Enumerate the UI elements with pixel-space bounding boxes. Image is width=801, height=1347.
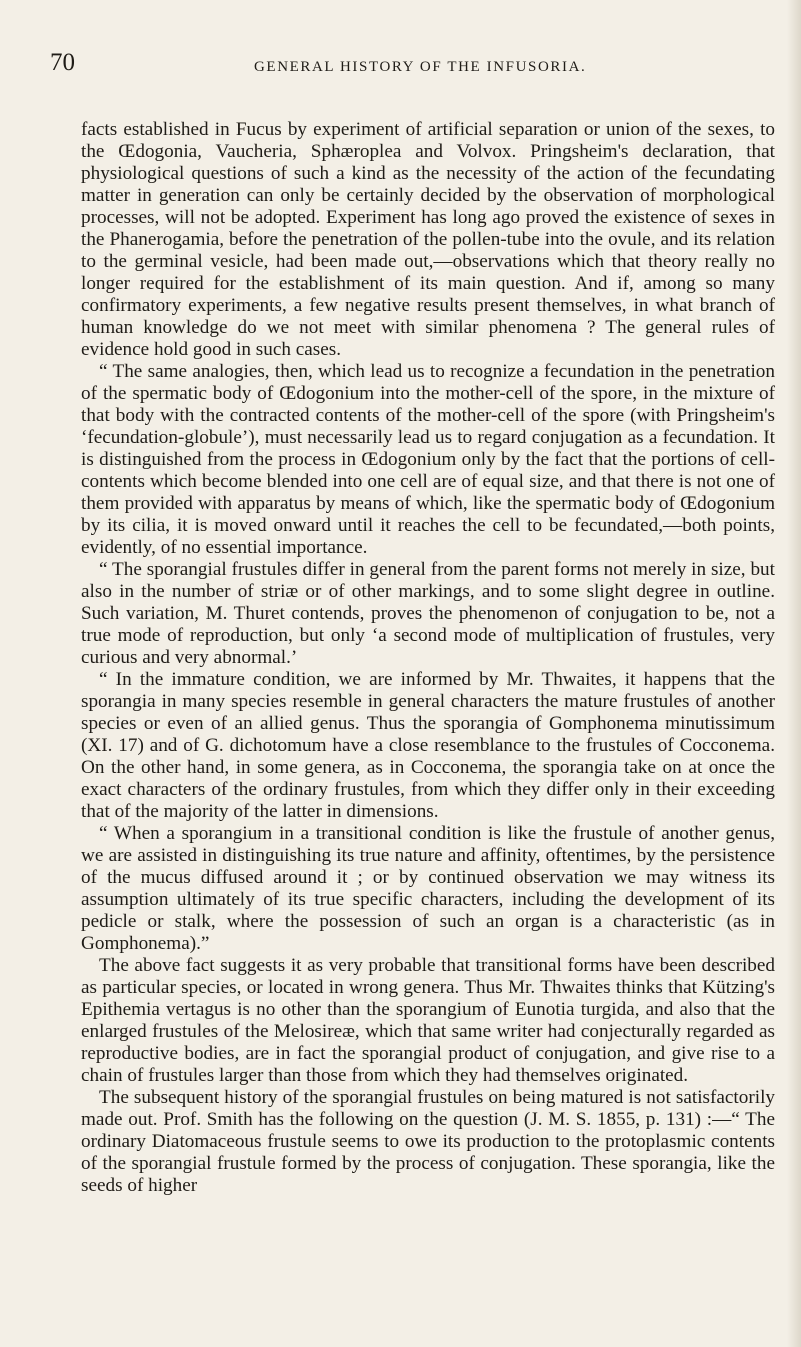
paragraph: “ The sporangial frustules differ in general from the parent forms not merely in size, but also in the number of striæ or of other markings, and to some slight degree in outline. Such variation, M. Thuret contends, proves the phenomenon of conjugation to be, not a true mode of reproduction, but only ‘a second mode of multiplication of frustules, very curious and very abnormal.’ — [81, 559, 775, 668]
paragraph: “ When a sporangium in a transitional condition is like the frustule of another genus, we are assisted in distinguishing its true nature and affinity, oftentimes, by the persistence of the mucus diffused around it ; or by continued observation we may witness its assumption ultimately of its true specific characters, including the development of its pedicle or stalk, where the possession of such an organ is a characteristic (as in Gomphonema).” — [81, 823, 775, 954]
body-text — [81, 119, 775, 1197]
page-edge-shadow — [787, 0, 801, 1347]
paragraph: facts established in Fucus by experiment of artificial separation or union of the sexes, to the Œdogonia, Vaucheria, Sphæroplea and Volvox. Pringsheim's declaration, that physiological questions of such a kind as the necessity of the action of the fecundating matter in generation can only be certainly decided by the observation of morphological processes, will not be adopted. Experiment has long ago proved the existence of sexes in the Phanerogamia, before the penetration of the pollen-tube into the ovule, and its relation to the germinal vesicle, had been made out,—observations which that theory really no longer required for the establishment of its main question. And if, among so many confirmatory experiments, a few negative results present themselves, in what branch of human knowledge do we not meet with similar phenomena ? The general rules of evidence hold good in such cases. — [81, 119, 775, 360]
paragraph: “ The same analogies, then, which lead us to recognize a fecundation in the penetration of the spermatic body of Œdogonium into the mother-cell of the spore, in the mixture of that body with the contracted contents of the mother-cell of the spore (with Pringsheim's ‘fecundation-globule’), must necessarily lead us to regard conjugation as a fecundation. It is distinguished from the process in Œdogonium only by the fact that the portions of cell-contents which become blended into one cell are of equal size, and that there is not one of them provided with apparatus by means of which, like the spermatic body of Œdogonium by its cilia, it is moved onward until it reaches the cell to be fecundated,—both points, evidently, of no essential importance. — [81, 361, 775, 558]
paragraph: The above fact suggests it as very probable that transitional forms have been described as particular species, or located in wrong genera. Thus Mr. Thwaites thinks that Kützing's Epithemia vertagus is no other than the sporangium of Eunotia turgida, and also that the enlarged frustules of the Melosireæ, which that same writer had conjecturally regarded as reproductive bodies, are in fact the sporangial product of conjugation, and give rise to a chain of frustules larger than those from which they had themselves originated. — [81, 955, 775, 1086]
page-number: 70 — [50, 49, 75, 76]
paragraph: “ In the immature condition, we are informed by Mr. Thwaites, it happens that the sporangia in many species resemble in general characters the mature frustules of another species or even of an allied genus. Thus the sporangia of Gomphonema minutissimum (XI. 17) and of G. dichotomum have a close resemblance to the frustules of Cocconema. On the other hand, in some genera, as in Cocconema, the sporangia take on at once the exact characters of the ordinary frustules, from which they differ only in their exceeding that of the majority of the latter in dimensions. — [81, 669, 775, 822]
running-head: GENERAL HISTORY OF THE INFUSORIA. — [254, 59, 587, 75]
paragraph: The subsequent history of the sporangial frustules on being matured is not satisfactorily made out. Prof. Smith has the following on the question (J. M. S. 1855, p. 131) :—“ The ordinary Diatomaceous frustule seems to owe its production to the protoplasmic contents of the sporangial frustule formed by the process of conjugation. These sporangia, like the seeds of higher — [81, 1087, 775, 1196]
